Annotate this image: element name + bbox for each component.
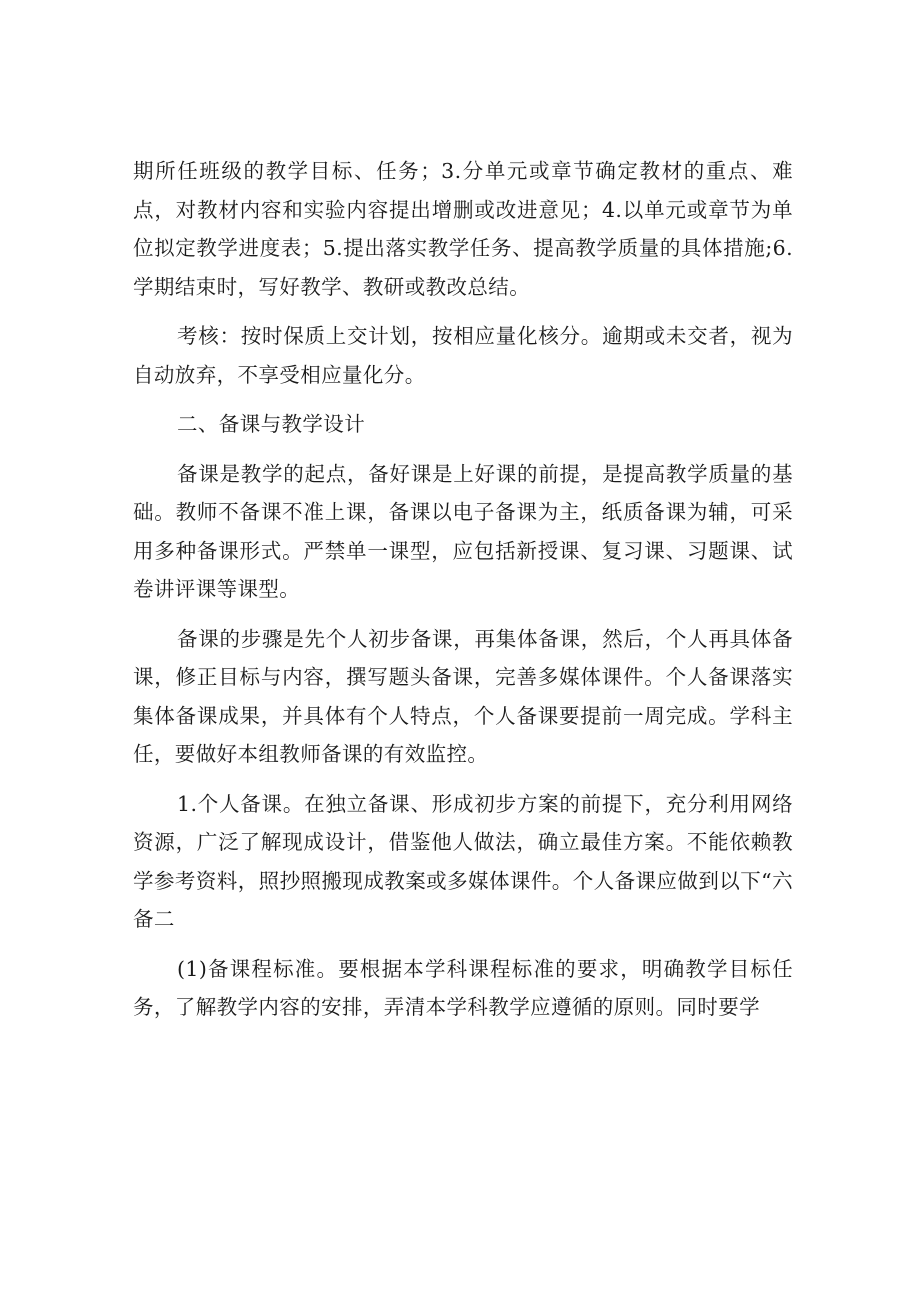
paragraph-teaching-plan-items: 期所任班级的教学目标、任务；3.分单元或章节确定教材的重点、难点，对教材内容和实验内容提出增删或改进意见；4.以单元或章节为单位拟定教学进度表；5.提出落实教学任务、提高教学质量的具体措施;6.学期结束时，写好教学、教研或教改总结。 [133,159,793,299]
document-body [133,152,793,1038]
paragraph-individual-prep: 1.个人备课。在独立备课、形成初步方案的前提下，充分利用网络资源，广泛了解现成设计，借鉴他人做法，确立最佳方案。不能依赖教学参考资料，照抄照搬现成教案或多媒体课件。个人备课应做到以下“六备二 [133,791,793,931]
paragraph-lesson-prep-intro: 备课是教学的起点，备好课是上好课的前提，是提高教学质量的基础。教师不备课不准上课，备课以电子备课为主，纸质备课为辅，可采用多种备课形式。严禁单一课型，应包括新授课、复习课、习题课、试卷讲评课等课型。 [133,461,793,601]
paragraph-lesson-prep-steps: 备课的步骤是先个人初步备课，再集体备课，然后，个人再具体备课，修正目标与内容，撰写题头备课，完善多媒体课件。个人备课落实集体备课成果，并具体有个人特点，个人备课要提前一周完成。学科主任，要做好本组教师备课的有效监控。 [133,626,793,766]
section-heading-lesson-preparation: 二、备课与教学设计 [177,412,366,436]
paragraph-curriculum-standard: (1)备课程标准。要根据本学科课程标准的要求，明确教学目标任务，了解教学内容的安排，弄清本学科教学应遵循的原则。同时要学 [133,956,793,1019]
paragraph-assessment: 考核：按时保质上交计划，按相应量化核分。逾期或未交者，视为自动放弃，不享受相应量化分。 [133,324,793,387]
